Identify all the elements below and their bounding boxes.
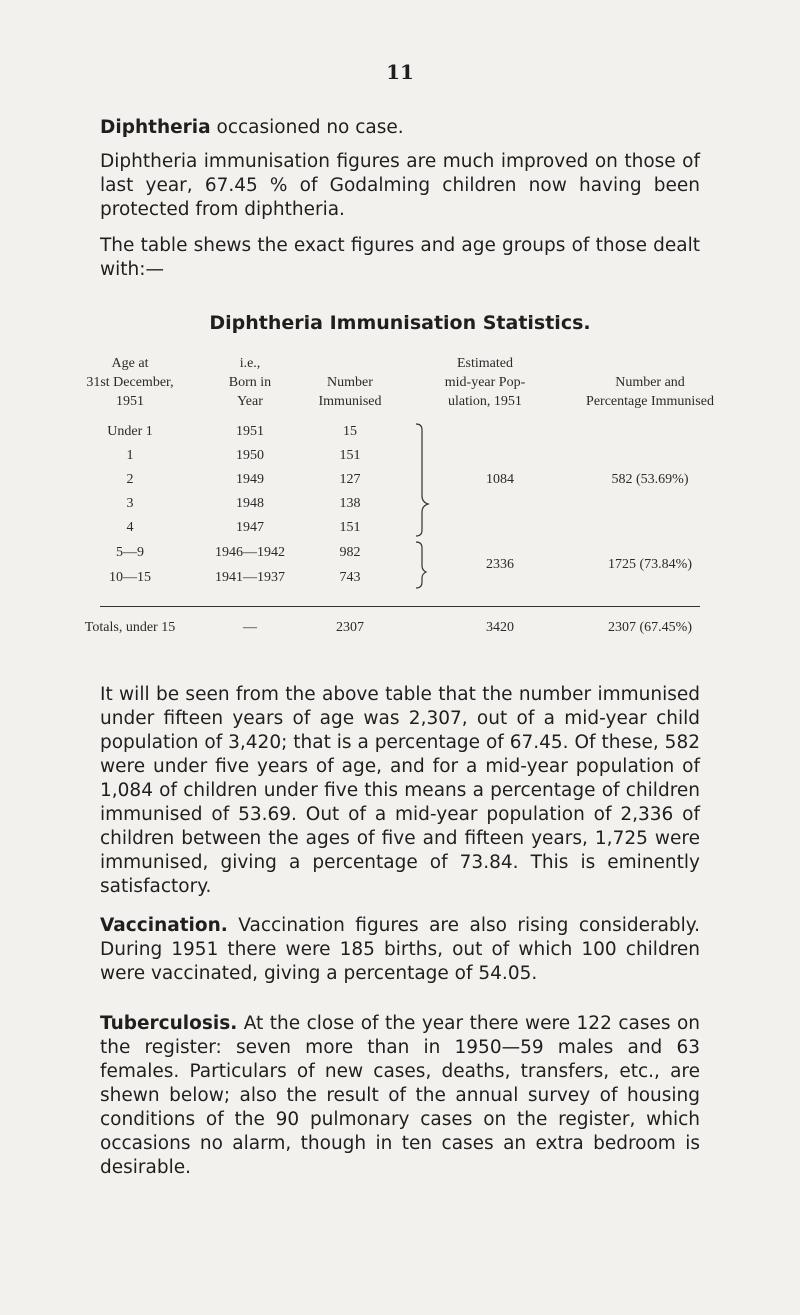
header-born: i.e., Born in Year: [228, 356, 272, 409]
totals-age: Totals, under 15: [84, 620, 176, 635]
row-number: 151: [339, 448, 361, 463]
table-intro-paragraph: The table shews the exact figures and age groups of those dealt with:—: [100, 235, 700, 280]
diphtheria-heading: Diphtheria: [100, 117, 211, 138]
row-born: 1949: [236, 472, 264, 487]
vaccination-text: Vaccination figures are also rising considerably. During 1951 there were 185 births, out of which 100 children were vaccinated, giving a percentage of 54.05.: [100, 915, 700, 984]
row-age: 3: [126, 496, 134, 511]
diphtheria-text: occasioned no case.: [210, 117, 404, 138]
diphtheria-paragraph: [100, 116, 700, 140]
row-age: 2: [126, 472, 134, 487]
header-percentage: Number and Percentage Immunised: [586, 375, 714, 409]
header-estimated: Estimated mid-year Pop- ulation, 1951: [444, 356, 526, 409]
table-divider: [100, 606, 700, 607]
analysis-paragraph: It will be seen from the above table that the number immunised under fifteen years of age was 2,307, out of a mid-year child population of 3,420; that is a percentage of 67.45. Of these, 582 were under five years of age, and for a mid-year population of 1,084 of children under five this means a percentage of children immunised of 53.69. Out of a mid-year population of 2,336 of children between the ages of five and fifteen years, 1,725 were immunised, giving a percentage of 73.84. This is eminently satisfactory.: [100, 684, 700, 897]
totals-number: 2307: [336, 620, 364, 635]
row-age: 10—15: [109, 570, 151, 585]
tuberculosis-paragraph: [100, 1012, 700, 1180]
row-born: 1950: [236, 448, 264, 463]
row-born: 1946—1942: [215, 545, 285, 560]
table-title: Diphtheria Immunisation Statistics.: [209, 312, 591, 334]
tuberculosis-heading: Tuberculosis.: [100, 1013, 238, 1034]
row-age: 4: [126, 520, 134, 535]
row-age: Under 1: [107, 424, 153, 439]
row-number: 138: [339, 496, 361, 511]
header-age: Age at 31st December, 1951: [86, 356, 174, 409]
group-immunised: 1725 (73.84%): [608, 557, 692, 572]
tuberculosis-text: At the close of the year there were 122 cases on the register: seven more than in 1950—59 males and 63 females. Particulars of new cases, deaths, transfers, etc., are shewn below; also the result of the annual survey of housing conditions of the 90 pulmonary cases on the register, which occasions no alarm, though in ten cases an extra bedroom is desirable.: [100, 1013, 700, 1178]
totals-population: 3420: [486, 620, 514, 635]
vaccination-paragraph: [100, 914, 700, 986]
group-population: 2336: [486, 557, 514, 572]
row-born: 1941—1937: [215, 570, 285, 585]
row-number: 982: [339, 545, 361, 560]
row-born: 1951: [236, 424, 264, 439]
totals-immunised: 2307 (67.45%): [608, 620, 692, 635]
vaccination-heading: Vaccination.: [100, 915, 228, 936]
row-number: 743: [339, 570, 361, 585]
group-braces: [410, 420, 440, 600]
group-immunised: 582 (53.69%): [611, 472, 689, 487]
row-born: 1947: [236, 520, 264, 535]
page-number: 11: [386, 60, 414, 84]
header-number: Number Immunised: [318, 375, 382, 409]
row-age: 1: [126, 448, 134, 463]
row-number: 127: [339, 472, 361, 487]
immunisation-paragraph: Diphtheria immunisation figures are much improved on those of last year, 67.45 % of Godalming children now having been protected from diphtheria.: [100, 151, 700, 220]
row-age: 5—9: [116, 545, 144, 560]
row-number: 15: [343, 424, 357, 439]
totals-born: —: [243, 620, 257, 635]
group-population: 1084: [486, 472, 514, 487]
row-number: 151: [339, 520, 361, 535]
row-born: 1948: [236, 496, 264, 511]
